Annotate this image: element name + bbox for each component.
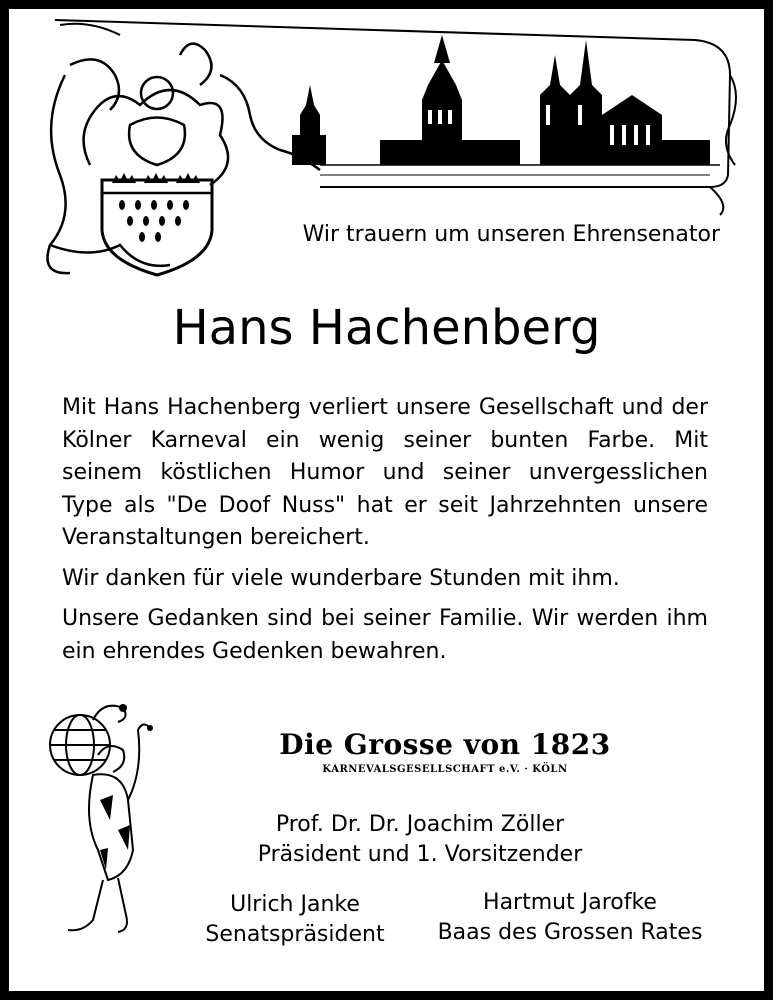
tribute-text <box>62 392 708 676</box>
tribute-paragraph: Wir danken für viele wunderbare Stunden mit ihm. <box>62 565 620 591</box>
tribute-paragraph: Mit Hans Hachenberg verliert unsere Gesellschaft und der Kölner Karneval ein wenig seiner bunten Farbe. Mit seinem köstlichen Humor und seiner unvergesslichen Type als "De Doof Nuss" hat er seit Jahrzehnten unsere Veranstaltungen bereichert. <box>62 395 708 550</box>
signatory-title: Baas des Grossen Rates <box>437 920 703 945</box>
signatory-title: Präsident und 1. Vorsitzender <box>257 842 583 867</box>
jester-with-globe-illustration <box>38 700 163 940</box>
tribute-paragraph: Unsere Gedanken sind bei seiner Familie. Wir werden ihm ein ehrendes Gedenken bewahren. <box>62 606 708 664</box>
signatory-name: Prof. Dr. Dr. Joachim Zöller <box>275 812 565 837</box>
signature-left <box>190 890 400 950</box>
society-name: Die Grosse von 1823 <box>279 728 611 761</box>
signatory-name: Hartmut Jarofke <box>483 890 657 915</box>
signatory-name: Ulrich Janke <box>230 892 360 917</box>
signature-primary <box>220 810 620 870</box>
cologne-skyline-illustration <box>30 15 742 295</box>
mourning-intro: Wir trauern um unseren Ehrensenator <box>302 222 720 247</box>
signature-right <box>410 888 730 948</box>
deceased-name: Hans Hachenberg <box>172 300 601 356</box>
signatory-title: Senatspräsident <box>205 922 385 947</box>
society-subtitle: KARNEVALSGESELLSCHAFT e.V. · KÖLN <box>322 764 568 775</box>
